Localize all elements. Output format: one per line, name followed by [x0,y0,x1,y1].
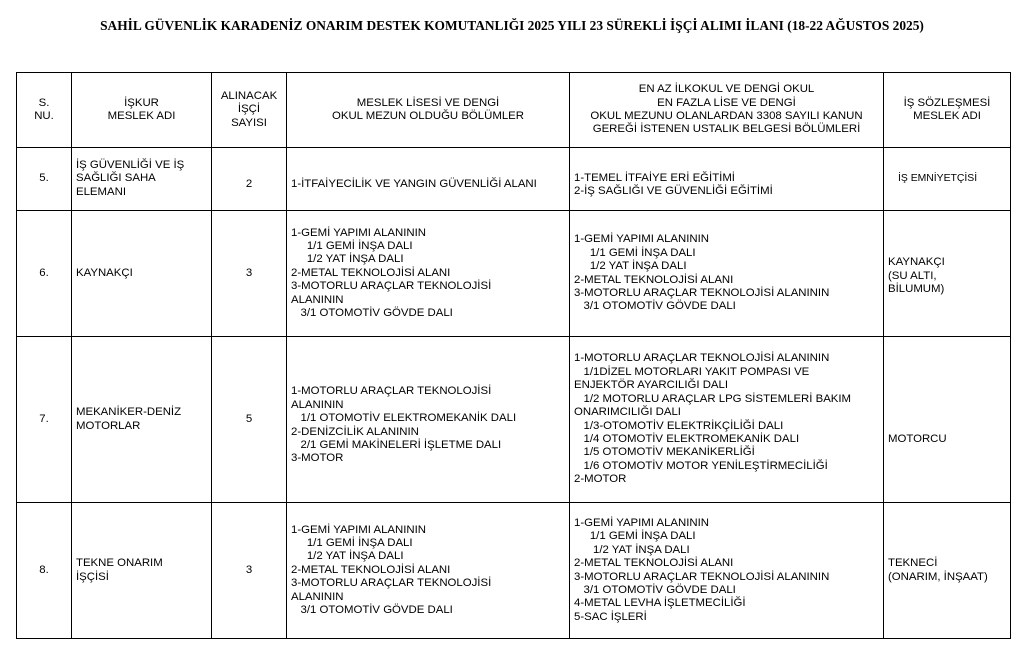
row-number: 7. [17,337,72,503]
ilkokul-departments: 1-TEMEL İTFAİYE ERİ EĞİTİMİ 2-İŞ SAĞLIĞI VE GÜVENLİĞİ EĞİTİMİ [570,148,884,211]
ilkokul-departments: 1-GEMİ YAPIMI ALANININ 1/1 GEMİ İNŞA DALI 1/2 YAT İNŞA DALI 2-METAL TEKNOLOJİSİ ALANI 3-MOTORLU ARAÇLAR TEKNOLOJİSİ ALANININ 3/1 OTOMOTİV GÖVDE DALI 4-METAL LEVHA İŞLETMECİLİĞİ 5-SAC İŞLERİ [570,503,884,639]
iskur-job-name: İŞ GÜVENLİĞİ VE İŞ SAĞLIĞI SAHA ELEMANI [72,148,212,211]
table-header-row [17,73,1011,148]
iskur-job-name: KAYNAKÇI [72,211,212,337]
header-lise: MESLEK LİSESİ VE DENGİ OKUL MEZUN OLDUĞU BÖLÜMLER [287,73,570,148]
contract-job-name: İŞ EMNİYETÇİSİ [884,148,1011,211]
worker-count: 5 [212,337,287,503]
lise-departments: 1-MOTORLU ARAÇLAR TEKNOLOJİSİ ALANININ 1/1 OTOMOTİV ELEKTROMEKANİK DALI 2-DENİZCİLİK ALANININ 2/1 GEMİ MAKİNELERİ İŞLETME DALI 3-MOTOR [287,337,570,503]
table-row [17,211,1011,337]
contract-job-name: MOTORCU [884,337,1011,503]
header-sno: S. NU. [17,73,72,148]
worker-count: 2 [212,148,287,211]
document-title: SAHİL GÜVENLİK KARADENİZ ONARIM DESTEK KOMUTANLIĞI 2025 YILI 23 SÜREKLİ İŞÇİ ALIMI İLANI (18-22 AĞUSTOS 2025) [100,18,924,33]
header-sozlesme: İŞ SÖZLEŞMESİ MESLEK ADI [884,73,1011,148]
ilkokul-departments: 1-GEMİ YAPIMI ALANININ 1/1 GEMİ İNŞA DALI 1/2 YAT İNŞA DALI 2-METAL TEKNOLOJİSİ ALANI 3-MOTORLU ARAÇLAR TEKNOLOJİSİ ALANININ 3/1 OTOMOTİV GÖVDE DALI [570,211,884,337]
lise-departments: 1-GEMİ YAPIMI ALANININ 1/1 GEMİ İNŞA DALI 1/2 YAT İNŞA DALI 2-METAL TEKNOLOJİSİ ALANI 3-MOTORLU ARAÇLAR TEKNOLOJİSİ ALANININ 3/1 OTOMOTİV GÖVDE DALI [287,211,570,337]
worker-count: 3 [212,503,287,639]
header-ilkokul: EN AZ İLKOKUL VE DENGİ OKUL EN FAZLA LİSE VE DENGİ OKUL MEZUNU OLANLARDAN 3308 SAYILI KANUN GEREĞİ İSTENEN USTALIK BELGESİ BÖLÜMLERİ [570,73,884,148]
job-listing-table [16,72,1011,639]
header-count: ALINACAK İŞÇİ SAYISI [212,73,287,148]
worker-count: 3 [212,211,287,337]
lise-departments: 1-İTFAİYECİLİK VE YANGIN GÜVENLİĞİ ALANI [287,148,570,211]
table-row [17,148,1011,211]
row-number: 6. [17,211,72,337]
header-iskur: İŞKUR MESLEK ADI [72,73,212,148]
iskur-job-name: MEKANİKER-DENİZ MOTORLAR [72,337,212,503]
iskur-job-name: TEKNE ONARIM İŞÇİSİ [72,503,212,639]
row-number: 8. [17,503,72,639]
row-number: 5. [17,148,72,211]
ilkokul-departments: 1-MOTORLU ARAÇLAR TEKNOLOJİSİ ALANININ 1/1DİZEL MOTORLARI YAKIT POMPASI VE ENJEKTÖR AYARCILIĞI DALI 1/2 MOTORLU ARAÇLAR LPG SİSTEMLERİ BAKIM ONARIMCILIĞI DALI 1/3-OTOMOTİV ELEKTRİKÇİLİĞİ DALI 1/4 OTOMOTİV ELEKTROMEKANİK DALI 1/5 OTOMOTİV MEKANİKERLİĞİ 1/6 OTOMOTİV MOTOR YENİLEŞTİRMECİLİĞİ 2-MOTOR [570,337,884,503]
contract-job-name: TEKNECİ (ONARIM, İNŞAAT) [884,503,1011,639]
contract-job-name: KAYNAKÇI (SU ALTI, BİLUMUM) [884,211,1011,337]
table-row [17,503,1011,639]
lise-departments: 1-GEMİ YAPIMI ALANININ 1/1 GEMİ İNŞA DALI 1/2 YAT İNŞA DALI 2-METAL TEKNOLOJİSİ ALANI 3-MOTORLU ARAÇLAR TEKNOLOJİSİ ALANININ 3/1 OTOMOTİV GÖVDE DALI [287,503,570,639]
table-row [17,337,1011,503]
